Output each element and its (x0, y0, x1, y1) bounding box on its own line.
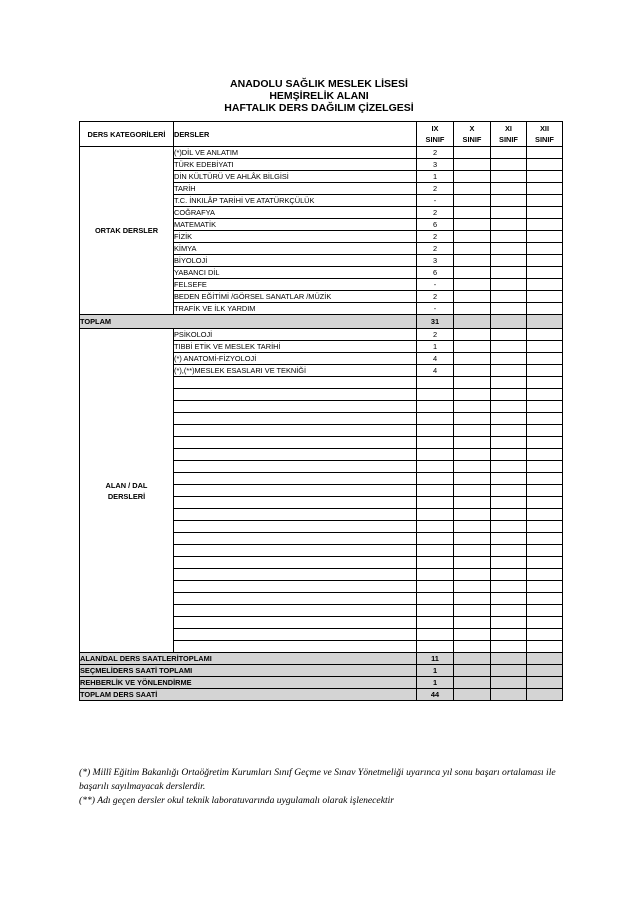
lesson-name (174, 377, 417, 389)
lesson-hours-xi (491, 255, 527, 267)
lesson-name (174, 533, 417, 545)
footnote-2: (**) Adı geçen dersler okul teknik laboratuvarında uygulamalı olarak işlenecektir (79, 795, 395, 806)
lesson-hours-x (454, 377, 491, 389)
lesson-hours-x (454, 593, 491, 605)
lesson-hours-xi (491, 171, 527, 183)
summary-row (80, 689, 563, 701)
lesson-hours-xi (491, 497, 527, 509)
lesson-name (174, 425, 417, 437)
summary-value: 44 (417, 689, 454, 701)
lesson-name: TARİH (174, 183, 417, 195)
lesson-hours-ix: 6 (417, 267, 454, 279)
lesson-name: YABANCI DİL (174, 267, 417, 279)
lesson-hours-ix: 3 (417, 255, 454, 267)
lesson-hours-xi (491, 473, 527, 485)
lesson-hours-xii (527, 449, 563, 461)
ortak-total-xii (527, 315, 563, 329)
lesson-name (174, 497, 417, 509)
lesson-hours-ix (417, 557, 454, 569)
lesson-hours-xi (491, 329, 527, 341)
lesson-hours-xi (491, 183, 527, 195)
lesson-name (174, 593, 417, 605)
summary-row (80, 665, 563, 677)
lesson-hours-xi (491, 581, 527, 593)
lesson-hours-x (454, 533, 491, 545)
lesson-name: DİN KÜLTÜRÜ VE AHLÂK BİLGİSİ (174, 171, 417, 183)
lesson-hours-xi (491, 509, 527, 521)
summary-xii (527, 665, 563, 677)
lesson-hours-x (454, 425, 491, 437)
lesson-row (80, 329, 563, 341)
lesson-hours-xii (527, 401, 563, 413)
lesson-hours-ix (417, 533, 454, 545)
lesson-hours-xii (527, 605, 563, 617)
lesson-hours-xii (527, 255, 563, 267)
lesson-hours-xi (491, 243, 527, 255)
summary-label: TOPLAM DERS SAATİ (80, 689, 417, 701)
lesson-name: (*),(**)MESLEK ESASLARI VE TEKNİĞİ (174, 365, 417, 377)
lesson-hours-xii (527, 195, 563, 207)
lesson-hours-xi (491, 401, 527, 413)
lesson-hours-xii (527, 425, 563, 437)
lesson-hours-xii (527, 557, 563, 569)
lesson-hours-xi (491, 449, 527, 461)
lesson-hours-xii (527, 569, 563, 581)
lesson-name: TÜRK EDEBİYATI (174, 159, 417, 171)
lesson-hours-xi (491, 195, 527, 207)
lesson-hours-xi (491, 207, 527, 219)
lesson-hours-ix (417, 461, 454, 473)
header-grade-12-numeral: XII (539, 124, 550, 133)
lesson-hours-x (454, 207, 491, 219)
lesson-hours-xii (527, 377, 563, 389)
lesson-hours-xi (491, 231, 527, 243)
lesson-hours-x (454, 171, 491, 183)
ortak-total-xi (491, 315, 527, 329)
lesson-hours-xii (527, 243, 563, 255)
lesson-hours-xii (527, 219, 563, 231)
lesson-hours-xi (491, 413, 527, 425)
lesson-hours-xi (491, 425, 527, 437)
lesson-hours-ix (417, 641, 454, 653)
summary-xi (491, 653, 527, 665)
summary-label: REHBERLİK VE YÖNLENDİRME (80, 677, 417, 689)
header-grade-9 (417, 122, 454, 147)
lesson-hours-x (454, 509, 491, 521)
lesson-hours-xi (491, 605, 527, 617)
lesson-hours-ix (417, 425, 454, 437)
lesson-hours-xii (527, 267, 563, 279)
lesson-hours-xi (491, 219, 527, 231)
lesson-hours-xii (527, 159, 563, 171)
schedule-title: HAFTALIK DERS DAĞILIM ÇİZELGESİ (224, 102, 414, 114)
lesson-hours-x (454, 389, 491, 401)
lesson-hours-xi (491, 341, 527, 353)
lesson-hours-ix: 4 (417, 365, 454, 377)
lesson-hours-x (454, 629, 491, 641)
lesson-hours-x (454, 231, 491, 243)
lesson-hours-xi (491, 147, 527, 159)
lesson-hours-ix: - (417, 279, 454, 291)
lesson-hours-ix (417, 545, 454, 557)
lesson-hours-xii (527, 497, 563, 509)
lesson-hours-x (454, 521, 491, 533)
lesson-hours-x (454, 545, 491, 557)
lesson-hours-xii (527, 509, 563, 521)
lesson-name (174, 521, 417, 533)
lesson-hours-xii (527, 147, 563, 159)
summary-x (454, 653, 491, 665)
footnotes (79, 766, 569, 808)
ortak-total-label: TOPLAM (80, 315, 417, 329)
lesson-hours-x (454, 485, 491, 497)
lesson-name (174, 449, 417, 461)
header-grade-11-label: SINIF (499, 135, 518, 144)
lesson-hours-x (454, 401, 491, 413)
lesson-hours-ix (417, 401, 454, 413)
lesson-hours-ix: 3 (417, 159, 454, 171)
lesson-hours-x (454, 449, 491, 461)
lesson-hours-ix (417, 497, 454, 509)
lesson-hours-xii (527, 521, 563, 533)
lesson-hours-xii (527, 207, 563, 219)
lesson-name: BEDEN EĞİTİMİ /GÖRSEL SANATLAR /MÜZİK (174, 291, 417, 303)
lesson-name: FİZİK (174, 231, 417, 243)
lesson-hours-xii (527, 279, 563, 291)
lesson-hours-ix: 2 (417, 183, 454, 195)
ortak-total-x (454, 315, 491, 329)
lesson-name (174, 413, 417, 425)
lesson-hours-xii (527, 353, 563, 365)
summary-xi (491, 677, 527, 689)
lesson-name: T.C. İNKILÂP TARİHİ VE ATATÜRKÇÜLÜK (174, 195, 417, 207)
lesson-hours-xii (527, 485, 563, 497)
lesson-hours-xii (527, 629, 563, 641)
lesson-name: KİMYA (174, 243, 417, 255)
lesson-hours-x (454, 219, 491, 231)
lesson-hours-xii (527, 593, 563, 605)
lesson-name (174, 605, 417, 617)
lesson-hours-x (454, 159, 491, 171)
lesson-name (174, 485, 417, 497)
summary-value: 11 (417, 653, 454, 665)
lesson-hours-ix: 2 (417, 243, 454, 255)
lesson-hours-xii (527, 581, 563, 593)
lesson-hours-xii (527, 473, 563, 485)
lesson-name: (*) ANATOMİ-FİZYOLOJİ (174, 353, 417, 365)
lesson-hours-x (454, 605, 491, 617)
lesson-hours-ix (417, 629, 454, 641)
lesson-name (174, 509, 417, 521)
lesson-hours-xi (491, 545, 527, 557)
lesson-hours-x (454, 303, 491, 315)
lesson-hours-ix (417, 569, 454, 581)
summary-xi (491, 689, 527, 701)
lesson-hours-x (454, 255, 491, 267)
lesson-hours-xi (491, 521, 527, 533)
lesson-hours-x (454, 341, 491, 353)
summary-xii (527, 653, 563, 665)
lesson-hours-x (454, 183, 491, 195)
lesson-hours-x (454, 329, 491, 341)
lesson-name: TIBBİ ETİK VE MESLEK TARİHİ (174, 341, 417, 353)
header-grade-9-numeral: IX (431, 124, 439, 133)
lesson-hours-xi (491, 159, 527, 171)
lesson-hours-ix (417, 413, 454, 425)
lesson-hours-xii (527, 183, 563, 195)
lesson-name (174, 641, 417, 653)
lesson-hours-x (454, 473, 491, 485)
lesson-hours-xi (491, 533, 527, 545)
lesson-hours-xi (491, 617, 527, 629)
lesson-hours-xi (491, 291, 527, 303)
lesson-hours-ix (417, 449, 454, 461)
header-grade-11 (491, 122, 527, 147)
lesson-hours-ix: - (417, 195, 454, 207)
lesson-name: FELSEFE (174, 279, 417, 291)
lesson-hours-xi (491, 279, 527, 291)
lesson-hours-x (454, 365, 491, 377)
lesson-hours-xii (527, 303, 563, 315)
header-grade-12-label: SINIF (535, 135, 554, 144)
lesson-hours-x (454, 195, 491, 207)
summary-xii (527, 677, 563, 689)
lesson-hours-ix: 2 (417, 329, 454, 341)
lesson-name (174, 461, 417, 473)
lesson-hours-x (454, 279, 491, 291)
summary-row (80, 653, 563, 665)
field-title: HEMŞİRELİK ALANI (269, 90, 369, 102)
lesson-name (174, 473, 417, 485)
summary-value: 1 (417, 665, 454, 677)
lesson-hours-ix (417, 509, 454, 521)
lesson-hours-xi (491, 267, 527, 279)
lesson-hours-x (454, 291, 491, 303)
lesson-hours-xii (527, 365, 563, 377)
lesson-hours-ix (417, 605, 454, 617)
ortak-total-row (80, 315, 563, 329)
school-title: ANADOLU SAĞLIK MESLEK LİSESİ (230, 78, 408, 90)
lesson-hours-xii (527, 341, 563, 353)
header-row (80, 122, 563, 147)
lesson-hours-xii (527, 617, 563, 629)
header-grade-10-label: SINIF (462, 135, 482, 144)
header-grade-11-numeral: XI (505, 124, 512, 133)
lesson-hours-xii (527, 231, 563, 243)
lesson-hours-xi (491, 485, 527, 497)
lesson-name: PSİKOLOJİ (174, 329, 417, 341)
lesson-name: MATEMATİK (174, 219, 417, 231)
lesson-hours-ix: 2 (417, 147, 454, 159)
lesson-hours-ix: 4 (417, 353, 454, 365)
lesson-hours-xi (491, 353, 527, 365)
alan-category-cell: ALAN / DAL DERSLERİ (80, 329, 174, 653)
lesson-hours-x (454, 243, 491, 255)
lesson-hours-x (454, 437, 491, 449)
lesson-name: TRAFİK VE İLK YARDIM (174, 303, 417, 315)
lesson-hours-xii (527, 329, 563, 341)
summary-x (454, 665, 491, 677)
lesson-name: COĞRAFYA (174, 207, 417, 219)
header-lessons: DERSLER (174, 122, 417, 147)
lesson-name (174, 617, 417, 629)
summary-x (454, 677, 491, 689)
summary-label: ALAN/DAL DERS SAATLERİTOPLAMI (80, 653, 417, 665)
lesson-hours-ix (417, 581, 454, 593)
lesson-hours-x (454, 413, 491, 425)
lesson-hours-xi (491, 641, 527, 653)
lesson-name (174, 557, 417, 569)
lesson-hours-x (454, 641, 491, 653)
lesson-hours-x (454, 267, 491, 279)
lesson-hours-x (454, 581, 491, 593)
lesson-hours-x (454, 497, 491, 509)
lesson-hours-ix (417, 593, 454, 605)
summary-row (80, 677, 563, 689)
lesson-hours-x (454, 569, 491, 581)
lesson-hours-ix: 2 (417, 231, 454, 243)
summary-label: SEÇMELİDERS SAATİ TOPLAMI (80, 665, 417, 677)
lesson-name (174, 389, 417, 401)
lesson-hours-xi (491, 557, 527, 569)
lesson-hours-xi (491, 437, 527, 449)
lesson-row (80, 147, 563, 159)
header-grade-9-label: SINIF (425, 135, 445, 144)
summary-x (454, 689, 491, 701)
ortak-total-value: 31 (417, 315, 454, 329)
lesson-hours-x (454, 353, 491, 365)
lesson-hours-ix (417, 377, 454, 389)
lesson-hours-xii (527, 641, 563, 653)
lesson-hours-ix (417, 473, 454, 485)
lesson-hours-ix (417, 617, 454, 629)
lesson-hours-x (454, 617, 491, 629)
lesson-hours-xi (491, 593, 527, 605)
lesson-hours-xi (491, 629, 527, 641)
ortak-category-cell: ORTAK DERSLER (80, 147, 174, 315)
lesson-hours-ix: - (417, 303, 454, 315)
lesson-hours-x (454, 557, 491, 569)
header-grade-10 (454, 122, 491, 147)
lesson-hours-xii (527, 545, 563, 557)
summary-xi (491, 665, 527, 677)
lesson-hours-xii (527, 291, 563, 303)
lesson-hours-x (454, 461, 491, 473)
lesson-hours-xii (527, 437, 563, 449)
lesson-name (174, 629, 417, 641)
lesson-hours-ix: 2 (417, 291, 454, 303)
lesson-hours-xi (491, 569, 527, 581)
lesson-hours-ix (417, 521, 454, 533)
lesson-name (174, 437, 417, 449)
lesson-name (174, 545, 417, 557)
lesson-name (174, 569, 417, 581)
header-grade-12 (527, 122, 563, 147)
lesson-hours-ix: 6 (417, 219, 454, 231)
lesson-hours-ix (417, 485, 454, 497)
header-category: DERS KATEGORİLERİ (80, 122, 174, 147)
lesson-hours-xi (491, 377, 527, 389)
lesson-name (174, 401, 417, 413)
schedule-table (79, 121, 563, 701)
summary-value: 1 (417, 677, 454, 689)
lesson-hours-xii (527, 461, 563, 473)
lesson-hours-xii (527, 533, 563, 545)
lesson-hours-xi (491, 461, 527, 473)
lesson-name (174, 581, 417, 593)
lesson-hours-ix: 1 (417, 341, 454, 353)
lesson-name: (*)DİL VE ANLATIM (174, 147, 417, 159)
lesson-hours-xii (527, 171, 563, 183)
footnote-1: (*) Millî Eğitim Bakanlığı Ortaöğretim Kurumları Sınıf Geçme ve Sınav Yönetmeliği uyarınca yıl sonu başarı ortalaması ile başarılı sayılmayacak derslerdir. (79, 767, 556, 792)
lesson-hours-ix: 1 (417, 171, 454, 183)
summary-xii (527, 689, 563, 701)
lesson-hours-x (454, 147, 491, 159)
lesson-hours-xi (491, 365, 527, 377)
lesson-name: BİYOLOJİ (174, 255, 417, 267)
lesson-hours-xii (527, 413, 563, 425)
lesson-hours-ix: 2 (417, 207, 454, 219)
lesson-hours-ix (417, 437, 454, 449)
lesson-hours-xi (491, 389, 527, 401)
lesson-hours-xi (491, 303, 527, 315)
lesson-hours-xii (527, 389, 563, 401)
lesson-hours-ix (417, 389, 454, 401)
header-grade-10-numeral: X (469, 124, 475, 133)
